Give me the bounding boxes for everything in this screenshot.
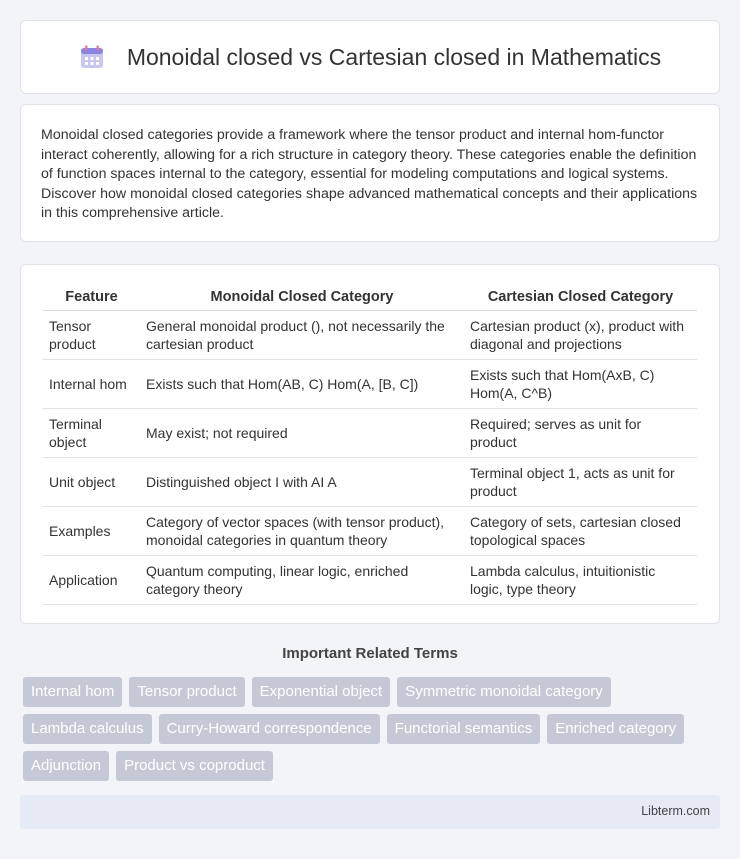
tag-exponential-object[interactable]: Exponential object (252, 677, 391, 707)
table-row (43, 555, 697, 604)
table-row (43, 310, 697, 359)
tag-tensor-product[interactable]: Tensor product (129, 677, 244, 707)
row-monoidal: May exist; not required (140, 408, 464, 457)
row-cartesian: Cartesian product (x), product with diagonal and projections (464, 310, 697, 359)
row-feature: Internal hom (43, 359, 140, 408)
intro-card (20, 104, 720, 242)
tag-internal-hom[interactable]: Internal hom (23, 677, 122, 707)
row-cartesian: Lambda calculus, intuitionistic logic, type theory (464, 555, 697, 604)
comparison-table (43, 287, 697, 605)
tag-functorial-semantics[interactable]: Functorial semantics (387, 714, 541, 744)
row-monoidal: Category of vector spaces (with tensor product), monoidal categories in quantum theory (140, 506, 464, 555)
row-feature: Unit object (43, 457, 140, 506)
related-terms-title: Important Related Terms (282, 645, 458, 662)
row-cartesian: Exists such that Hom(AxB, C) Hom(A, C^B) (464, 359, 697, 408)
tag-adjunction[interactable]: Adjunction (23, 751, 109, 781)
header-card (20, 20, 720, 94)
page-title: Monoidal closed vs Cartesian closed in Mathematics (126, 43, 662, 70)
table-row (43, 408, 697, 457)
related-terms-tags (23, 677, 723, 788)
row-monoidal: Exists such that Hom(AB, C) Hom(A, [B, C]) (140, 359, 464, 408)
row-feature: Terminal object (43, 408, 140, 457)
footer-site-link[interactable]: Libterm.com (641, 804, 710, 818)
row-feature: Application (43, 555, 140, 604)
table-row (43, 457, 697, 506)
tag-lambda-calculus[interactable]: Lambda calculus (23, 714, 152, 744)
table-row (43, 359, 697, 408)
comparison-table-card (20, 264, 720, 624)
tag-symmetric-monoidal-category[interactable]: Symmetric monoidal category (397, 677, 611, 707)
header-feature: Feature (43, 287, 140, 310)
tag-product-vs-coproduct[interactable]: Product vs coproduct (116, 751, 273, 781)
table-header-row (43, 287, 697, 310)
row-feature: Examples (43, 506, 140, 555)
footer (20, 795, 720, 829)
intro-paragraph: Monoidal closed categories provide a framework where the tensor product and internal hom-functor interact coherently, allowing for a rich structure in category theory. These categories enable the definition of function spaces internal to the category, essential for modeling computations and logical systems. Discover how monoidal closed categories shape advanced mathematical concepts and their applications in this comprehensive article. (41, 127, 698, 221)
calendar-grid-icon (79, 44, 105, 70)
table-row (43, 506, 697, 555)
row-cartesian: Terminal object 1, acts as unit for product (464, 457, 697, 506)
tag-enriched-category[interactable]: Enriched category (547, 714, 684, 744)
row-cartesian: Category of sets, cartesian closed topological spaces (464, 506, 697, 555)
row-monoidal: Distinguished object I with AI A (140, 457, 464, 506)
row-monoidal: Quantum computing, linear logic, enriched category theory (140, 555, 464, 604)
header-monoidal: Monoidal Closed Category (140, 287, 464, 310)
header-cartesian: Cartesian Closed Category (464, 287, 697, 310)
row-feature: Tensor product (43, 310, 140, 359)
row-cartesian: Required; serves as unit for product (464, 408, 697, 457)
tag-curry-howard[interactable]: Curry-Howard correspondence (159, 714, 380, 744)
row-monoidal: General monoidal product (), not necessarily the cartesian product (140, 310, 464, 359)
